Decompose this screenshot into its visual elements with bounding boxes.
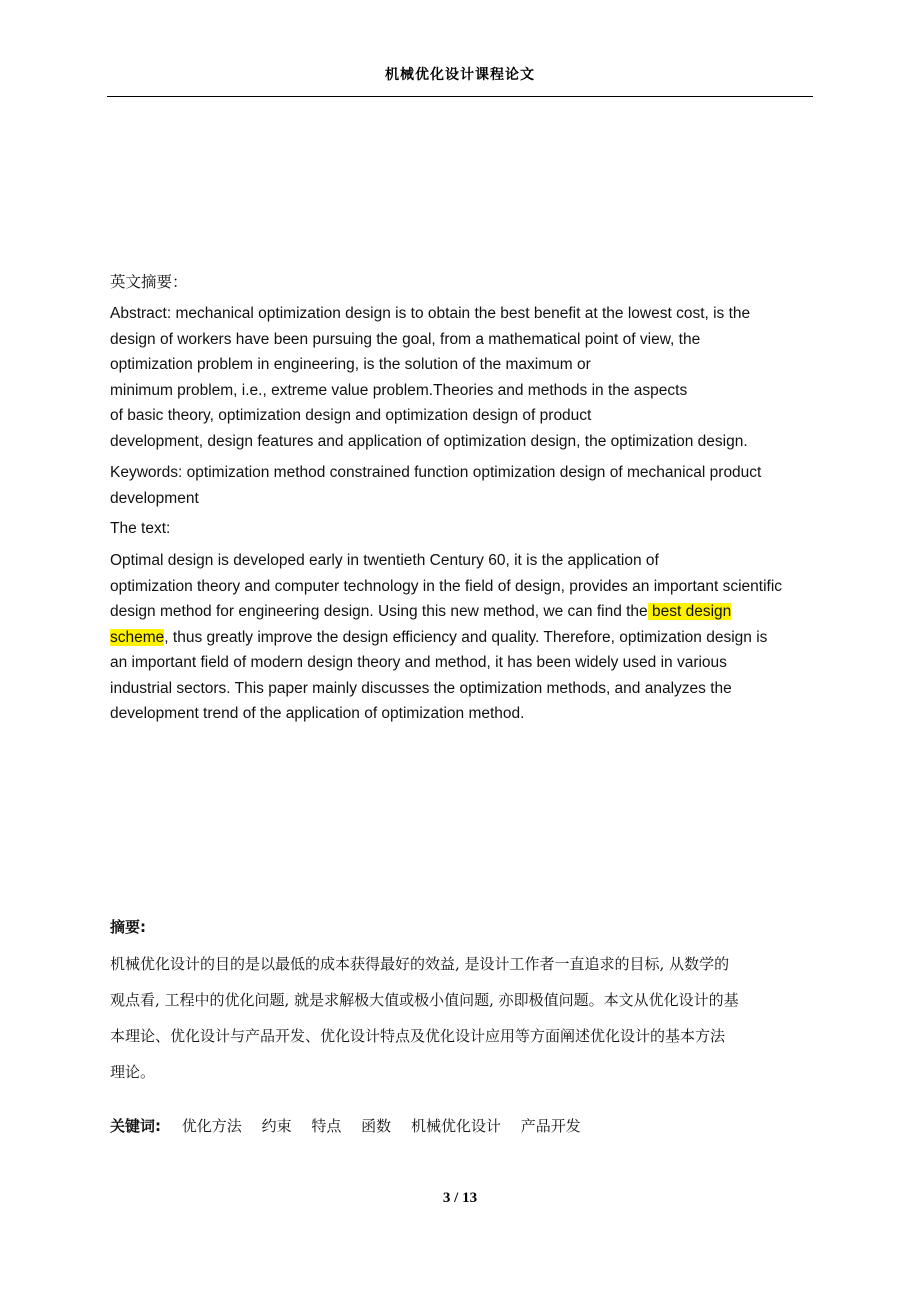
text-line: industrial sectors. This paper mainly discusses the optimization methods, and analyzes the [110,679,732,697]
abstract-line: development, design features and application of optimization design, the optimization design. [110,432,748,450]
keyword-item: 函数 [361,1117,392,1135]
abstract-line: optimization problem in engineering, is the solution of the maximum or [110,356,591,373]
english-abstract-paragraph [110,301,815,454]
chinese-line: 理论。 [110,1063,156,1081]
abstract-line: minimum problem, i.e., extreme value problem.Theories and methods in the aspects [110,381,688,399]
keyword-item: 机械优化设计 [410,1117,501,1135]
text-line: an important field of modern design theory and method, it has been widely used in various [110,654,727,671]
text-line: design method for engineering design. Using this new method, we can find the best design [110,603,732,620]
text-label: The text: [110,520,171,537]
english-keywords-paragraph [110,460,815,511]
header-divider [107,96,813,97]
page-header-title: 机械优化设计课程论文 [385,67,535,83]
keyword-item: 产品开发 [520,1117,581,1135]
keywords-line: Keywords: optimization method constrained function optimization design of mechanical product [110,464,762,481]
keyword-item: 优化方法 [181,1117,242,1135]
chinese-line: 观点看, 工程中的优化问题, 就是求解极大值或极小值问题, 亦即极值问题。本文从优化设计的基 [110,991,739,1009]
highlighted-text: scheme [110,628,165,646]
chinese-line: 本理论、优化设计与产品开发、优化设计特点及优化设计应用等方面阐述优化设计的基本方法 [110,1027,726,1045]
keywords-line: development [110,489,199,507]
english-abstract-heading: 英文摘要： [110,274,188,291]
chinese-abstract-heading: 摘要: [110,918,146,936]
chinese-keywords [110,1115,815,1136]
keywords-label: 关键词: [110,1117,161,1135]
text-line: development trend of the application of optimization method. [110,705,525,722]
text-line: optimization theory and computer technology in the field of design, provides an important scientific [110,577,783,595]
abstract-line: Abstract: mechanical optimization design is to obtain the best benefit at the lowest cost, is the [110,305,751,322]
abstract-line: design of workers have been pursuing the goal, from a mathematical point of view, the [110,330,701,348]
keyword-item: 特点 [311,1117,342,1135]
main-text-paragraph [110,548,815,727]
highlighted-text: best design [647,603,732,620]
text-line: scheme, thus greatly improve the design efficiency and quality. Therefore, optimization design is [110,628,768,646]
chinese-line: 机械优化设计的目的是以最低的成本获得最好的效益, 是设计工作者一直追求的目标, 从数学的 [110,955,730,973]
keyword-item: 约束 [261,1117,292,1135]
abstract-line: of basic theory, optimization design and optimization design of product [110,407,592,424]
chinese-abstract-paragraph [110,946,815,1090]
page-number: 3 / 13 [442,1190,478,1206]
text-line: Optimal design is developed early in twentieth Century 60, it is the application of [110,552,659,569]
